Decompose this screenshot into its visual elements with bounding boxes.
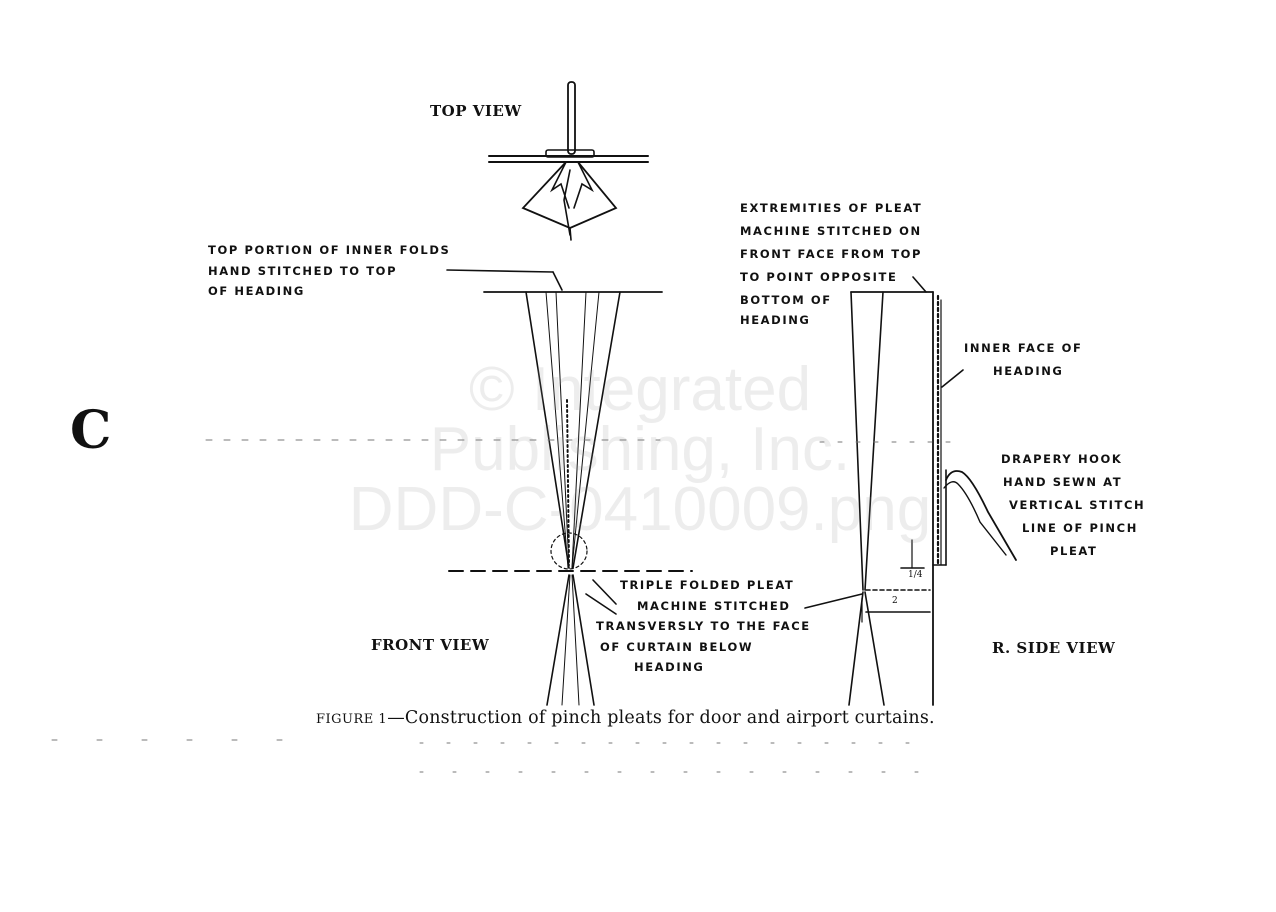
caption-text: —Construction of pinch pleats for door and airport curtains.: [387, 708, 935, 728]
callout-line: OF HEADING: [208, 284, 305, 298]
callout-line: MACHINE STITCHED: [637, 598, 791, 613]
callout-line: VERTICAL STITCH: [1009, 498, 1146, 512]
callout-line: TOP PORTION OF INNER FOLDS: [208, 243, 451, 257]
callout-line: HEADING: [634, 660, 705, 674]
callout-line: FRONT FACE FROM TOP: [740, 247, 923, 261]
callout-line: HAND STITCHED TO TOP: [208, 263, 398, 278]
side-view-label: R. SIDE VIEW: [992, 639, 1116, 657]
dimension-small: 1/4: [908, 570, 923, 580]
callout-line: DRAPERY HOOK: [1001, 452, 1123, 466]
callout-line: EXTREMITIES OF PLEAT: [740, 201, 923, 215]
callout-extremities: [740, 197, 922, 332]
callout-line: TRIPLE FOLDED PLEAT: [620, 578, 795, 592]
front-view-label: FRONT VIEW: [371, 636, 490, 654]
callout-line: HEADING: [993, 364, 1064, 378]
callout-triple-fold: [596, 575, 811, 678]
callout-line: HEADING: [740, 313, 811, 327]
watermark-line: DDD-C-0410009.png: [348, 475, 932, 544]
callout-line: HAND SEWN AT: [1003, 475, 1123, 489]
callout-line: PLEAT: [1050, 544, 1098, 558]
caption-prefix: FIGURE 1: [316, 712, 388, 727]
callout-line: OF CURTAIN BELOW: [600, 639, 754, 654]
callout-drapery-hook: [1001, 448, 1145, 563]
callout-line: LINE OF PINCH: [1022, 521, 1138, 535]
callout-line: BOTTOM OF: [740, 293, 832, 307]
callout-line: TO POINT OPPOSITE: [740, 270, 898, 284]
top-view-label: TOP VIEW: [430, 102, 522, 120]
callout-line: TRANSVERSLY TO THE FACE: [596, 619, 811, 633]
callout-inner-face: [964, 337, 1082, 383]
callout-inner-folds: [208, 240, 450, 302]
watermark-line: Publishing, Inc.: [429, 415, 851, 484]
callout-line: INNER FACE OF: [964, 341, 1083, 355]
margin-letter: C: [70, 400, 112, 461]
callout-line: MACHINE STITCHED ON: [740, 224, 922, 238]
figure-caption: [316, 708, 935, 728]
dimension-large: 2: [892, 596, 898, 606]
watermark-line: © Integrated: [468, 355, 812, 424]
